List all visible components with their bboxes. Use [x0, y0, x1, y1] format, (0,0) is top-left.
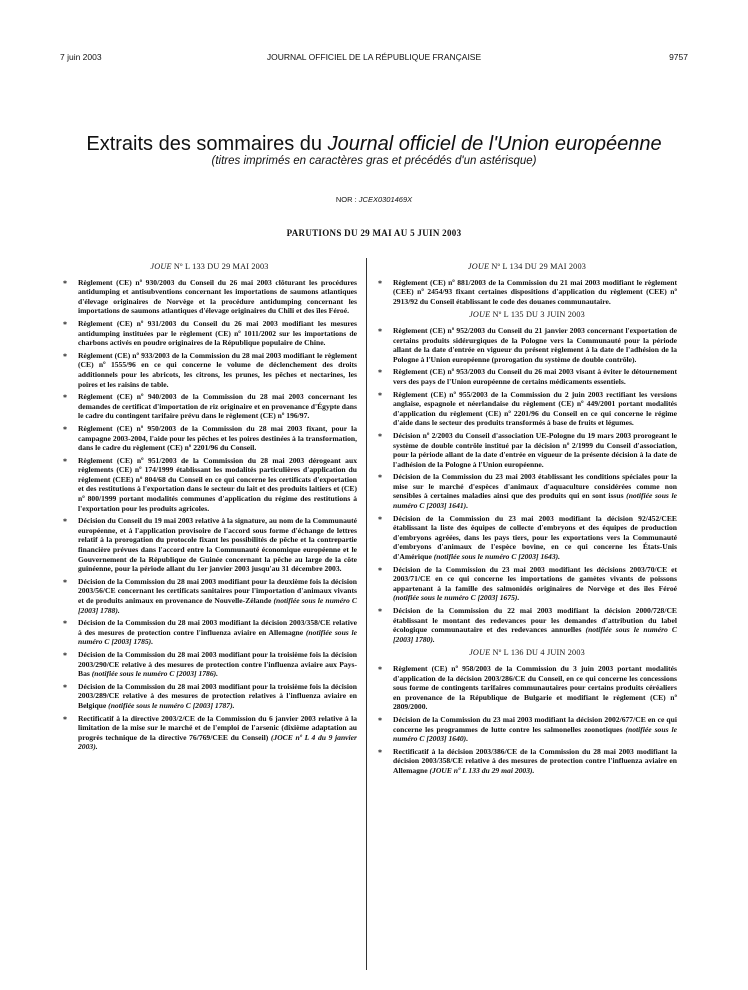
entry-text: Règlement (CE) nº 950/2003 de la Commission du 28 mai 2003 fixant, pour la campagne 2003-2004, l'aide pour les pêches et les poires destinées à la transformation, dans le cadre du règlement (CE) nº 2201/96 du Conseil.: [78, 423, 357, 453]
nor-label: NOR :: [335, 195, 357, 204]
asterisk-marker: *: [63, 456, 67, 466]
left-column: [62, 258, 357, 755]
summary-entry: [377, 278, 677, 307]
section-heading: [377, 648, 677, 658]
title-prefix: Extraits des sommaires du: [86, 133, 328, 155]
section-heading: [377, 310, 677, 320]
entry-text: Règlement (CE) nº 951/2003 de la Commission du 28 mai 2003 dérogeant aux règlements (CE) nº 174/1999 établissant les modalités particulières d'application du règlement (CEE) nº 804/68 du Conseil en ce qui concerne les certificats d'exportation et des restitutions à l'exportation dans le secteur du lait et des produits laitiers et (CE) nº 800/1999 portant modalités communes d'application du régime des restitutions à l'exportation pour les produits agricoles.: [78, 455, 357, 513]
entry-text: Règlement (CE) nº 930/2003 du Conseil du 26 mai 2003 clôturant les procédures antidumping et antisubventions concernant les importations de saumons atlantiques d'élevage originaires de Norvège et la procédure antidumping concernant les importations de saumons atlantiques d'élevage originaires du Chili et des îles Féroé.: [78, 277, 357, 316]
entry-text: Décision de la Commission du 23 mai 2003 modifiant les décisions 2003/70/CE et 2003/71/CE en ce qui concerne les importations de gamètes vivants de poissons appartenant à la famille des salmonidés originaires de Norvège et des îles Féroé: [393, 564, 677, 593]
asterisk-marker: *: [63, 424, 67, 434]
asterisk-marker: *: [378, 278, 382, 288]
entry-notification-note: (notifiée sous le numéro C [2003] 1641).: [393, 491, 677, 511]
section-joue-label: JOUE: [469, 310, 491, 320]
entry-text: Décision de la Commission du 23 mai 2003 établissant les conditions spéciales pour la mise sur le marché d'espèces d'animaux d'aquaculture considérées comme non sensibles à certaines maladies ainsi que des produits qui en sont issus: [393, 472, 677, 501]
entry-notification-note: (JOCE nº L 4 du 9 janvier 2003).: [78, 732, 357, 752]
entry-notification-note: (notifiée sous le numéro C [2003] 1643).: [433, 552, 561, 562]
header-page-number: 9757: [669, 52, 688, 62]
column-divider: [366, 258, 367, 970]
asterisk-marker: *: [378, 326, 382, 336]
nor-reference: [0, 195, 748, 204]
section-joue-label: JOUE: [467, 262, 490, 271]
entry-text: Décision nº 2/2003 du Conseil d'association UE-Pologne du 19 mars 2003 prorogeant le système de double contrôle institué par la décision nº 2/1999 du Conseil d'association, pour la période allant de la date d'entrée en vigueur de la présente décision à la date de l'adhésion de la Pologne à l'Union européenne.: [393, 430, 677, 469]
entry-notification-note: (notifiée sous le numéro C [2003] 1787).: [108, 700, 235, 710]
summary-entry: [377, 565, 677, 603]
summary-entry: [62, 577, 357, 615]
summary-entry: [62, 618, 357, 647]
running-header: [60, 52, 688, 66]
asterisk-marker: *: [63, 650, 67, 660]
entry-text: Décision de la Commission du 22 mai 2003 modifiant la décision 2000/728/CE établissant le montant des redevances pour les demandes d'attribution du label écologique communautaire et des redevances annuelles: [393, 606, 677, 635]
entry-notification-note: (notifiée sous le numéro C [2003] 1640).: [393, 724, 677, 744]
asterisk-marker: *: [378, 747, 382, 757]
entry-text: Rectificatif à la directive 2003/2/CE de la Commission du 6 janvier 2003 relative à la limitation de la mise sur le marché et de l'emploi de l'arsenic (dixième adaptation au progrès technique de la directive 76/769/CEE du Conseil): [78, 713, 357, 742]
nor-code: JCEX0301469X: [358, 195, 413, 204]
section-heading: [377, 262, 677, 272]
asterisk-marker: *: [378, 715, 382, 725]
asterisk-marker: *: [63, 619, 67, 629]
section-issue: Nº L 135 DU 3 JUIN 2003: [490, 310, 585, 320]
entry-text: Règlement (CE) nº 955/2003 de la Commission du 2 juin 2003 rectifiant les versions anglaise, espagnole et néerlandaise du règlement (CE) nº 449/2001 portant modalités d'application du règlement (CE) nº 2201/96 du Conseil en ce qui concerne le régime d'aide dans le secteur des produits transformés à base de fruits et légumes.: [393, 389, 677, 428]
summary-entry: [62, 456, 357, 514]
summary-entry: [377, 390, 677, 428]
header-journal-title: JOURNAL OFFICIEL DE LA RÉPUBLIQUE FRANÇAISE: [266, 52, 482, 62]
summary-entry: [377, 431, 677, 469]
summary-entry: [377, 664, 677, 712]
title-journal-name: Journal officiel de l'Union européenne: [327, 133, 662, 155]
asterisk-marker: *: [378, 664, 382, 674]
asterisk-marker: *: [63, 319, 67, 329]
summary-entry: [62, 319, 357, 348]
summary-entry: [377, 715, 677, 744]
entry-text: Règlement (CE) nº 940/2003 de la Commission du 28 mai 2003 concernant les demandes de certificat d'importation de riz originaire et en provenance d'Égypte dans le cadre du contingent tarifaire prévu dans le règlement (CE) nº 196/97.: [78, 392, 357, 421]
summary-entry: [377, 747, 677, 776]
asterisk-marker: *: [378, 514, 382, 524]
entry-notification-note: (notifiée sous le numéro C [2003] 1780).: [393, 625, 677, 644]
summary-entry: [62, 351, 357, 389]
entry-notification-note: (JOUE nº L 133 du 29 mai 2003).: [429, 765, 535, 775]
section-heading: [62, 262, 357, 272]
entry-text: Règlement (CE) nº 952/2003 du Conseil du 21 janvier 2003 concernant l'exportation de certains produits sidérurgiques de la Pologne vers la Communauté pour la période allant de la date d'entrée en vigueur du présent règlement à la date de l'adhésion de la Pologne à l'Union européenne (prorogation du système de double contrôle).: [393, 325, 677, 364]
asterisk-marker: *: [63, 682, 67, 692]
asterisk-marker: *: [378, 607, 382, 616]
entry-text: Décision de la Commission du 28 mai 2003 modifiant pour la troisième fois la décision 2003/289/CE relative à des mesures de protection relatives à l'influenza aviaire en Belgique: [78, 681, 357, 710]
section-joue-label: JOUE: [469, 648, 491, 658]
section-joue-label: JOUE: [150, 262, 172, 271]
summary-entry: [377, 514, 677, 562]
section-issue: Nº L 136 DU 4 JUIN 2003: [490, 648, 585, 658]
page-subtitle: (titres imprimés en caractères gras et précédés d'un astérisque): [211, 155, 537, 167]
entry-text: Décision de la Commission du 28 mai 2003 modifiant pour la deuxième fois la décision 2003/56/CE concernant les certificats sanitaires pour l'importation d'animaux vivants et de produits animaux en provenance de Nouvelle-Zélande: [78, 576, 357, 605]
asterisk-marker: *: [63, 714, 67, 724]
summary-entry: [62, 516, 357, 574]
summary-entry: [377, 472, 677, 510]
entry-text: Décision de la Commission du 23 mai 2003 modifiant la décision 2002/677/CE en ce qui concerne les programmes de lutte contre les salmonelles zoonotiques: [393, 714, 677, 734]
asterisk-marker: *: [63, 393, 67, 403]
entry-notification-note: (notifiée sous le numéro C [2003] 1675).: [393, 593, 520, 603]
summary-entry: [62, 682, 357, 711]
asterisk-marker: *: [63, 577, 67, 587]
entry-text: Décision du Conseil du 19 mai 2003 relative à la signature, au nom de la Communauté européenne, et à l'application provisoire de l'accord sous forme d'échange de lettres relatif à la prorogation du protocole fixant les possibilités de pêche et la contrepartie financière prévues dans l'accord entre la Communauté économique européenne et le Gouvernement de la République de Guinée concernant la pêche au large de la côte guinéenne, pour la période allant du 1er janvier 2003 jusqu'au 31 décembre 2003.: [78, 516, 357, 574]
entry-notification-note: (notifiée sous le numéro C [2003] 1785).: [78, 627, 357, 647]
entry-text: Règlement (CE) nº 958/2003 de la Commission du 3 juin 2003 portant modalités d'application de la décision 2003/286/CE du Conseil, en ce qui concerne les concessions sous forme de contingents tarifaires communautaires pour certains produits céréaliers en provenance de la République de Bulgarie et modifiant le règlement (CE) nº 2809/2000.: [393, 663, 677, 712]
summary-entry: [62, 424, 357, 453]
summary-entry: [377, 367, 677, 386]
section-issue: Nº L 133 DU 29 MAI 2003: [171, 262, 269, 271]
entry-text: Règlement (CE) nº 881/2003 de la Commission du 21 mai 2003 modifiant le règlement (CEE) nº 2454/93 fixant certaines dispositions d'application du règlement (CEE) nº 2913/92 du Conseil établissant le code des douanes communautaire.: [393, 277, 677, 306]
asterisk-marker: *: [63, 351, 67, 361]
parutions-heading: PARUTIONS DU 29 MAI AU 5 JUIN 2003: [286, 228, 462, 238]
summary-entry: [62, 714, 357, 752]
asterisk-marker: *: [63, 517, 67, 527]
entry-text: Décision de la Commission du 28 mai 2003 modifiant pour la troisième fois la décision 2003/290/CE relative à des mesures de protection contre l'influenza aviaire aux Pays-Bas: [78, 649, 357, 679]
entry-text: Règlement (CE) nº 931/2003 du Conseil du 26 mai 2003 modifiant les mesures antidumping instituées par le règlement (CE) nº 1011/2002 sur les importations de charbons activés en poudre originaires de la République populaire de Chine.: [78, 318, 357, 348]
entry-text: Règlement (CE) nº 953/2003 du Conseil du 26 mai 2003 visant à éviter le détournement vers des pays de l'Union européenne de certains médicaments essentiels.: [393, 367, 677, 386]
entry-text: Rectificatif à la décision 2003/386/CE de la Commission du 28 mai 2003 modifiant la décision 2003/358/CE relative à des mesures de protection contre l'influenza aviaire en Allemagne: [393, 746, 677, 775]
page-title: [40, 132, 708, 156]
asterisk-marker: *: [378, 473, 382, 483]
summary-entry: [62, 392, 357, 421]
summary-entry: [377, 326, 677, 364]
entry-text: Décision de la Commission du 28 mai 2003 modifiant la décision 2003/358/CE relative à des mesures de protection contre l'influenza aviaire en Allemagne: [78, 618, 357, 637]
asterisk-marker: *: [378, 431, 382, 441]
asterisk-marker: *: [63, 278, 67, 288]
asterisk-marker: *: [378, 368, 382, 378]
entry-text: Règlement (CE) nº 933/2003 de la Commission du 28 mai 2003 modifiant le règlement (CE) nº 1555/96 en ce qui concerne le volume de déclenchement des droits additionnels pour les abricots, les citrons, les prunes, les pêches et nectarines, les poires et les raisins de table.: [78, 350, 357, 389]
asterisk-marker: *: [378, 565, 382, 575]
summary-entry: [377, 606, 677, 644]
asterisk-marker: *: [378, 390, 382, 400]
entry-text: Décision de la Commission du 23 mai 2003 modifiant la décision 92/452/CEE établissant la liste des équipes de collecte d'embryons et des équipes de production d'embryons agréées, dans les pays tiers, pour les exportations vers la Communauté d'embryons d'animaux de l'espèce bovine, en ce qui concerne les États-Unis d'Amérique: [393, 513, 677, 562]
section-issue: Nº L 134 DU 29 MAI 2003: [489, 262, 587, 271]
right-column: [377, 258, 677, 779]
entry-notification-note: (notifiée sous le numéro C [2003] 1788).: [78, 596, 357, 615]
summary-entry: [62, 650, 357, 679]
summary-entry: [62, 278, 357, 316]
entry-notification-note: (notifiée sous le numéro C [2003] 1786).: [91, 669, 219, 679]
header-date: 7 juin 2003: [60, 52, 102, 62]
